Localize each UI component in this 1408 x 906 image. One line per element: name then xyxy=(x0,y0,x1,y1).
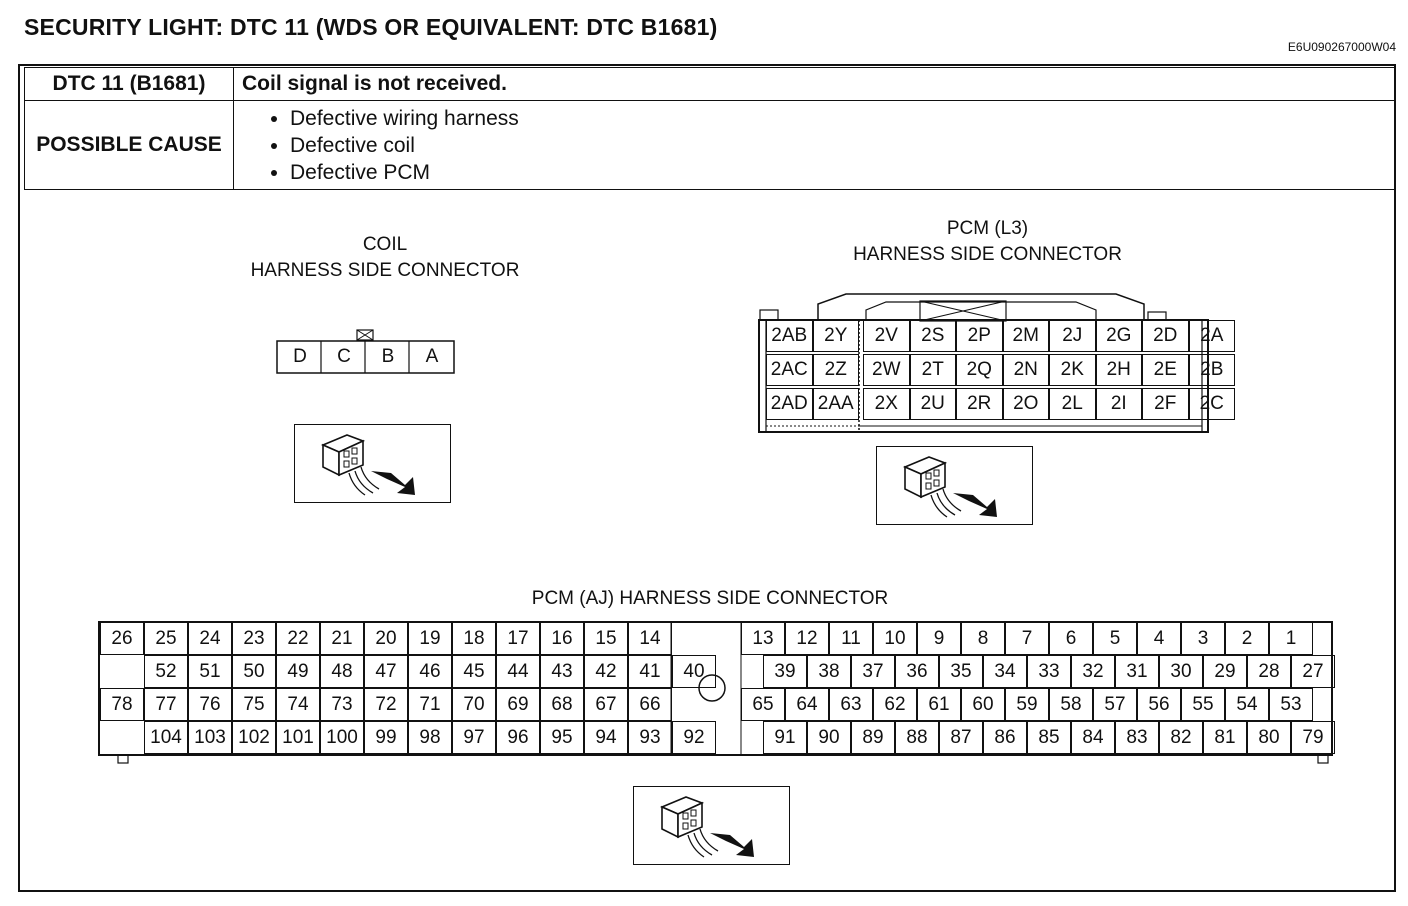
pcm-aj-terminal: 70 xyxy=(463,693,485,715)
pcm-l3-terminal-2ab: 2AB xyxy=(771,325,808,346)
pcm-aj-terminal: 91 xyxy=(774,726,796,748)
pcm-l3-title-line1: PCM (L3) xyxy=(946,218,1029,239)
pcm-aj-terminal: 24 xyxy=(199,627,221,649)
possible-cause-list xyxy=(242,105,1394,186)
pcm-aj-terminal: 40 xyxy=(683,660,705,682)
pcm-l3-terminal-2ad: 2AD xyxy=(770,393,808,414)
pcm-aj-terminal: 84 xyxy=(1082,726,1104,748)
pcm-aj-terminal: 77 xyxy=(155,693,177,715)
pcm-aj-terminal: 71 xyxy=(419,693,441,715)
pcm-aj-terminal: 86 xyxy=(994,726,1016,748)
dtc-code-description: Coil signal is not received. xyxy=(234,68,1396,101)
pcm-aj-terminal: 41 xyxy=(639,660,661,682)
pcm-l3-terminal-2l: 2L xyxy=(1061,393,1083,414)
pcm-l3-terminal-2e: 2E xyxy=(1153,359,1177,380)
pcm-aj-terminal: 104 xyxy=(150,726,182,748)
pcm-aj-terminal: 87 xyxy=(950,726,972,748)
pcm-aj-terminal: 62 xyxy=(884,693,906,715)
pcm-aj-terminal: 19 xyxy=(419,627,441,649)
pcm-l3-terminal-2o: 2O xyxy=(1013,393,1039,414)
pcm-l3-terminal-2y: 2Y xyxy=(824,325,848,346)
pcm-aj-terminal: 99 xyxy=(375,726,397,748)
pcm-l3-terminal-2b: 2B xyxy=(1200,359,1224,380)
coil-title-line1: COIL xyxy=(362,234,408,255)
pcm-aj-terminal xyxy=(1313,622,1357,655)
pcm-aj-terminal: 101 xyxy=(282,726,314,748)
harness-view-icon xyxy=(295,425,449,501)
pcm-aj-terminal: 10 xyxy=(884,627,906,649)
pcm-aj-terminal: 36 xyxy=(906,660,928,682)
pcm-aj-terminal: 58 xyxy=(1060,693,1082,715)
pcm-aj-terminal: 48 xyxy=(331,660,353,682)
pcm-l3-terminal-2x: 2X xyxy=(874,393,898,414)
pcm-l3-connector xyxy=(756,284,1224,436)
pcm-aj-terminal: 5 xyxy=(1109,627,1121,649)
pcm-l3-terminal-2q: 2Q xyxy=(966,359,992,380)
pcm-aj-terminal: 92 xyxy=(683,726,705,748)
pcm-aj-terminal xyxy=(100,721,144,754)
pcm-l3-terminal-2ac: 2AC xyxy=(770,359,808,380)
pcm-aj-terminal: 61 xyxy=(928,693,950,715)
pcm-l3-terminal-2i: 2I xyxy=(1110,393,1127,414)
cause-item: • Defective wiring harness xyxy=(290,105,1394,132)
pcm-l3-terminal-2p: 2P xyxy=(967,325,991,346)
pcm-aj-terminal: 72 xyxy=(375,693,397,715)
pcm-l3-terminal-2w: 2W xyxy=(872,359,901,380)
coil-connector-title xyxy=(200,232,570,284)
pcm-aj-terminal: 44 xyxy=(507,660,529,682)
pcm-l3-terminal-2d: 2D xyxy=(1153,325,1178,346)
pcm-l3-terminal-2f: 2F xyxy=(1154,393,1177,414)
coil-connector xyxy=(276,329,456,375)
pcm-l3-title-line2: HARNESS SIDE CONNECTOR xyxy=(853,244,1122,265)
pcm-aj-terminal: 78 xyxy=(111,693,133,715)
pcm-aj-terminal: 80 xyxy=(1258,726,1280,748)
pcm-l3-terminal-2s: 2S xyxy=(921,325,945,346)
pcm-aj-terminal: 55 xyxy=(1192,693,1214,715)
possible-cause-cell xyxy=(234,101,1396,190)
pcm-l3-terminal-2r: 2R xyxy=(967,393,992,414)
pcm-aj-terminal: 59 xyxy=(1016,693,1038,715)
pcm-aj-terminal: 9 xyxy=(933,627,945,649)
pcm-aj-terminal: 30 xyxy=(1170,660,1192,682)
coil-title-line2: HARNESS SIDE CONNECTOR xyxy=(250,260,520,281)
dtc-row xyxy=(25,68,1396,101)
pcm-aj-terminal: 53 xyxy=(1280,693,1302,715)
pcm-aj-terminal: 96 xyxy=(507,726,529,748)
pcm-aj-terminal: 34 xyxy=(994,660,1016,682)
pcm-aj-terminal: 45 xyxy=(463,660,485,682)
pcm-aj-terminal: 50 xyxy=(243,660,265,682)
pcm-aj-terminal: 4 xyxy=(1153,627,1165,649)
pcm-aj-terminal: 47 xyxy=(375,660,397,682)
pcm-aj-terminal: 60 xyxy=(972,693,994,715)
pcm-aj-terminal: 6 xyxy=(1065,627,1077,649)
pcm-aj-terminal: 18 xyxy=(463,627,485,649)
pcm-aj-terminal: 65 xyxy=(752,693,774,715)
pcm-aj-terminal: 22 xyxy=(287,627,309,649)
pcm-aj-terminal: 42 xyxy=(595,660,617,682)
pcm-aj-terminal: 51 xyxy=(199,660,221,682)
harness-view-icon xyxy=(634,787,788,863)
pcm-aj-terminal: 35 xyxy=(950,660,972,682)
pcm-aj-terminal: 95 xyxy=(551,726,573,748)
pcm-aj-terminal: 14 xyxy=(639,627,661,649)
cause-item: • Defective coil xyxy=(290,132,1394,159)
pcm-aj-terminal: 98 xyxy=(419,726,441,748)
pcm-aj-terminal: 100 xyxy=(326,726,358,748)
pcm-l3-terminal-2n: 2N xyxy=(1013,359,1038,380)
pcm-aj-terminal: 56 xyxy=(1148,693,1170,715)
pcm-aj-terminal: 20 xyxy=(375,627,397,649)
pcm-aj-terminal: 23 xyxy=(243,627,265,649)
pcm-l3-terminal-2g: 2G xyxy=(1106,325,1132,346)
pcm-aj-terminal: 28 xyxy=(1258,660,1280,682)
pcm-aj-terminal: 3 xyxy=(1197,627,1209,649)
pcm-aj-terminal: 63 xyxy=(840,693,862,715)
pcm-aj-terminal: 2 xyxy=(1241,627,1253,649)
cause-item: • Defective PCM xyxy=(290,159,1394,186)
pcm-aj-terminal: 13 xyxy=(752,627,774,649)
coil-terminal-d: D xyxy=(293,346,307,367)
pcm-aj-terminal: 26 xyxy=(111,627,133,649)
pcm-aj-terminal xyxy=(1313,688,1357,721)
pcm-aj-terminal: 21 xyxy=(331,627,353,649)
pcm-aj-connector xyxy=(96,620,1336,766)
pcm-aj-terminal: 8 xyxy=(977,627,989,649)
possible-cause-label: POSSIBLE CAUSE xyxy=(25,101,234,190)
pcm-aj-terminal: 93 xyxy=(639,726,661,748)
pcm-l3-terminal-2v: 2V xyxy=(874,325,898,346)
pcm-aj-terminal: 82 xyxy=(1170,726,1192,748)
pcm-aj-terminal: 69 xyxy=(507,693,529,715)
coil-terminal-c: C xyxy=(337,346,351,367)
pcm-aj-terminal: 68 xyxy=(551,693,573,715)
pcm-aj-terminal: 27 xyxy=(1302,660,1324,682)
pcm-aj-terminal: 37 xyxy=(862,660,884,682)
pcm-aj-terminal: 90 xyxy=(818,726,840,748)
pcm-aj-terminal: 46 xyxy=(419,660,441,682)
pcm-aj-terminal: 25 xyxy=(155,627,177,649)
pcm-aj-terminal: 57 xyxy=(1104,693,1126,715)
pcm-l3-terminal-2h: 2H xyxy=(1106,359,1131,380)
possible-cause-row xyxy=(25,101,1396,190)
pcm-l3-terminal-2a: 2A xyxy=(1200,325,1224,346)
pcm-aj-terminal: 79 xyxy=(1302,726,1324,748)
pcm-aj-terminal: 81 xyxy=(1214,726,1236,748)
pcm-aj-terminal: 7 xyxy=(1021,627,1033,649)
pcm-aj-terminal: 17 xyxy=(507,627,529,649)
pcm-l3-terminal-2j: 2J xyxy=(1062,325,1083,346)
pcm-aj-terminal: 1 xyxy=(1285,627,1297,649)
pcm-aj-terminal: 29 xyxy=(1214,660,1236,682)
pcm-aj-terminal: 67 xyxy=(595,693,617,715)
pcm-l3-terminal-2u: 2U xyxy=(920,393,945,414)
pcm-l3-terminal-2aa: 2AA xyxy=(817,393,854,414)
pcm-aj-terminal: 97 xyxy=(463,726,485,748)
harness-view-icon xyxy=(877,447,1031,523)
dtc-table xyxy=(24,67,1396,190)
document-id: E6U090267000W04 xyxy=(1287,40,1396,54)
pcm-aj-terminal: 74 xyxy=(287,693,309,715)
pcm-aj-terminal: 38 xyxy=(818,660,840,682)
pcm-aj-terminal: 102 xyxy=(238,726,270,748)
pcm-aj-terminal: 49 xyxy=(287,660,309,682)
pcm-aj-terminal: 39 xyxy=(774,660,796,682)
dtc-code-label: DTC 11 (B1681) xyxy=(25,68,234,101)
pcm-aj-terminal: 103 xyxy=(194,726,226,748)
pcm-aj-terminal: 11 xyxy=(841,627,861,649)
pcm-aj-terminal xyxy=(100,655,144,688)
pcm-aj-terminal: 43 xyxy=(551,660,573,682)
pcm-aj-terminal: 76 xyxy=(199,693,221,715)
pcm-l3-terminal-2m: 2M xyxy=(1012,325,1039,346)
pcm-aj-terminal: 52 xyxy=(155,660,177,682)
pcm-l3-terminal-2t: 2T xyxy=(921,359,944,380)
coil-terminal-a: A xyxy=(425,346,439,367)
pcm-l3-terminal-2k: 2K xyxy=(1060,359,1084,380)
pcm-aj-terminal: 66 xyxy=(639,693,661,715)
pcm-aj-terminal: 54 xyxy=(1236,693,1258,715)
pcm-aj-terminal: 94 xyxy=(595,726,617,748)
pcm-l3-view-icon-box xyxy=(876,446,1033,525)
pcm-aj-view-icon-box xyxy=(633,786,790,865)
pcm-aj-terminal: 32 xyxy=(1082,660,1104,682)
pcm-aj-terminal: 15 xyxy=(595,627,617,649)
pcm-l3-terminal-2c: 2C xyxy=(1199,393,1224,414)
pcm-aj-terminal: 73 xyxy=(331,693,353,715)
pcm-aj-terminal: 12 xyxy=(796,627,818,649)
pcm-aj-terminal: 75 xyxy=(243,693,265,715)
pcm-aj-terminal: 33 xyxy=(1038,660,1060,682)
pcm-aj-terminal: 31 xyxy=(1126,660,1148,682)
pcm-aj-terminal: 85 xyxy=(1038,726,1060,748)
pcm-l3-connector-title xyxy=(790,216,1185,268)
pcm-l3-terminal-2z: 2Z xyxy=(824,359,847,380)
pcm-aj-terminal: 83 xyxy=(1126,726,1148,748)
coil-view-icon-box xyxy=(294,424,451,503)
pcm-aj-connector-title: PCM (AJ) HARNESS SIDE CONNECTOR xyxy=(531,588,889,609)
page-title: SECURITY LIGHT: DTC 11 (WDS OR EQUIVALENT: DTC B1681) xyxy=(24,14,718,40)
pcm-aj-terminal: 89 xyxy=(862,726,884,748)
pcm-aj-terminal: 16 xyxy=(551,627,573,649)
coil-terminal-b: B xyxy=(381,346,395,367)
pcm-aj-terminal: 88 xyxy=(906,726,928,748)
pcm-aj-terminal: 64 xyxy=(796,693,818,715)
